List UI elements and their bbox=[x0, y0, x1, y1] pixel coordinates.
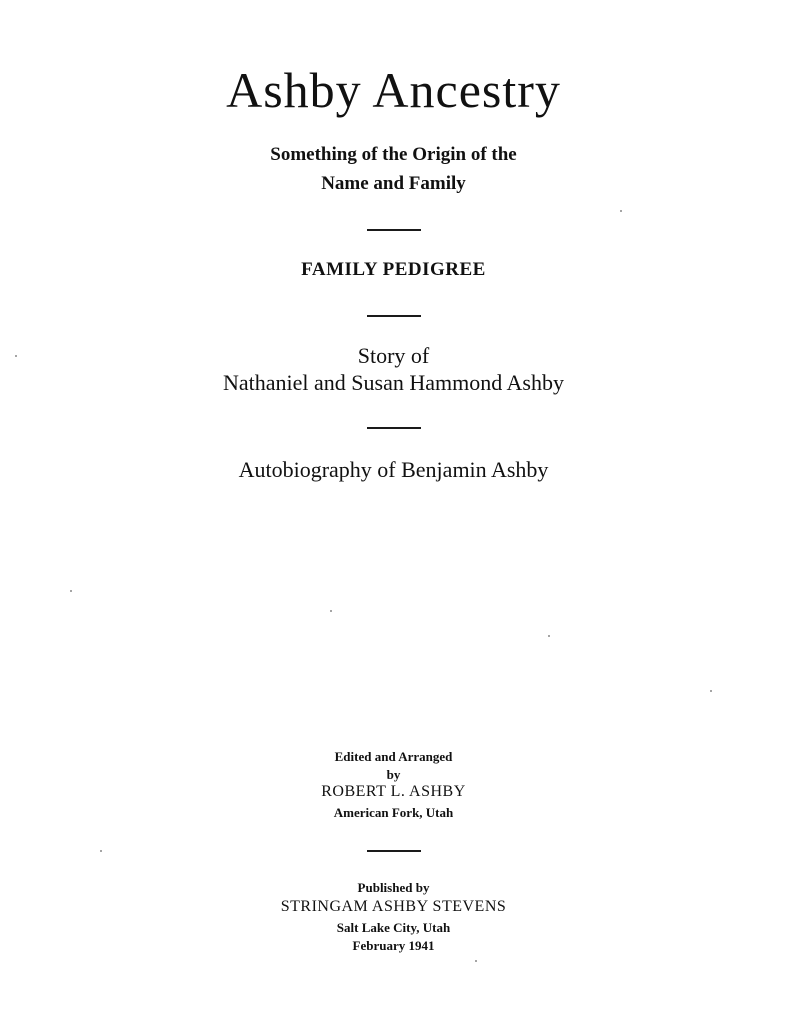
editor-location: American Fork, Utah bbox=[333, 805, 454, 820]
scan-speck bbox=[620, 210, 622, 212]
edited-label: Edited and Arranged bbox=[334, 749, 453, 764]
publisher-name: STRINGAM ASHBY STEVENS bbox=[280, 898, 507, 915]
published-label: Published by bbox=[357, 880, 430, 895]
scan-speck bbox=[475, 960, 477, 962]
divider-rule bbox=[367, 427, 421, 429]
scan-speck bbox=[548, 635, 550, 637]
publication-date: February 1941 bbox=[352, 938, 435, 953]
divider-rule bbox=[367, 229, 421, 231]
by-label: by bbox=[386, 767, 401, 782]
subtitle-line-2: Name and Family bbox=[321, 173, 466, 194]
publisher-location: Salt Lake City, Utah bbox=[336, 920, 451, 935]
autobiography-line: Autobiography of Benjamin Ashby bbox=[238, 457, 549, 482]
story-line-2: Nathaniel and Susan Hammond Ashby bbox=[223, 370, 564, 395]
scan-speck bbox=[330, 610, 332, 612]
editor-name: ROBERT L. ASHBY bbox=[321, 783, 466, 800]
divider-rule bbox=[367, 315, 421, 317]
section-family-pedigree: FAMILY PEDIGREE bbox=[301, 259, 486, 280]
scan-speck bbox=[15, 355, 17, 357]
story-line-1: Story of bbox=[357, 343, 430, 368]
book-title: Ashby Ancestry bbox=[226, 62, 561, 118]
scan-speck bbox=[100, 850, 102, 852]
subtitle-line-1: Something of the Origin of the bbox=[270, 144, 517, 165]
scan-speck bbox=[70, 590, 72, 592]
scan-speck bbox=[710, 690, 712, 692]
divider-rule bbox=[367, 850, 421, 852]
